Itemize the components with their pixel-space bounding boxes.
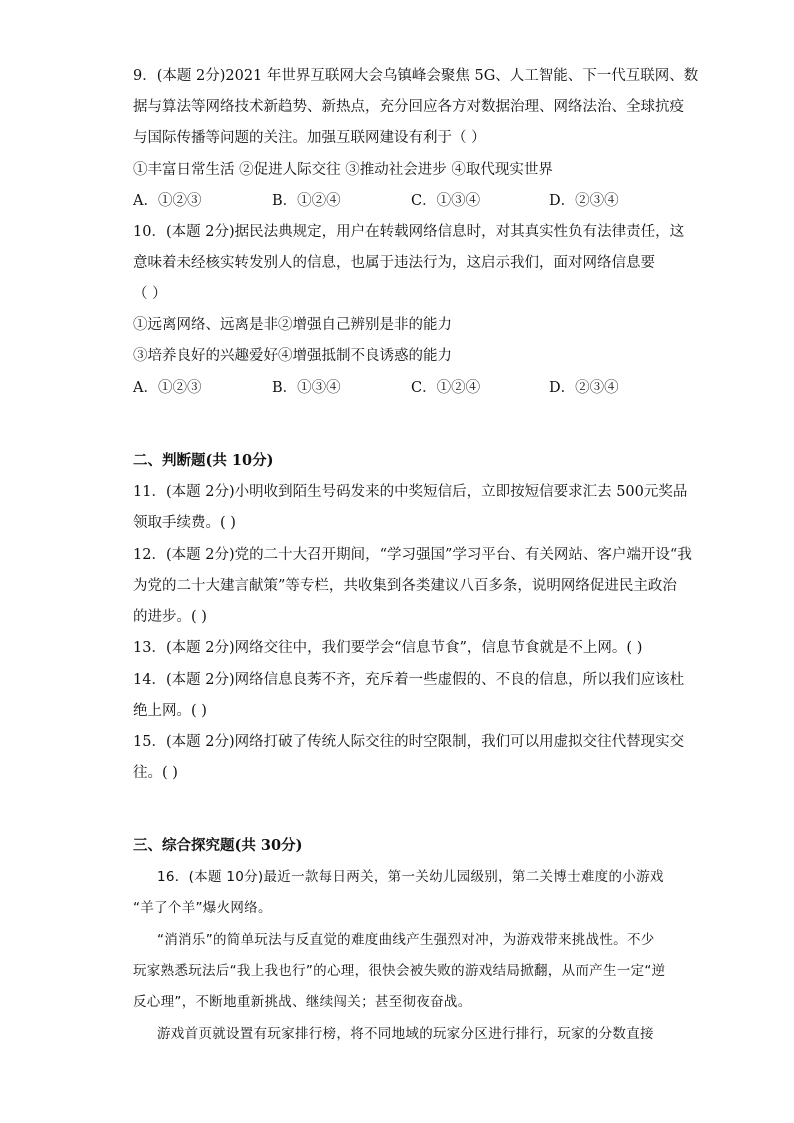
- q9-text-line-3: 与国际传播等问题的关注。加强互联网建设有利于（ ）: [133, 130, 486, 146]
- q12-line-1: 12．(本题 2分)党的二十大召开期间，“学习强国”学习平台、有关网站、客户端开设“我: [133, 547, 692, 563]
- q16-para3-line-1: 游戏首页就设置有玩家排行榜，将不同地域的玩家分区进行排行，玩家的分数直接: [157, 1026, 654, 1042]
- q9-option-b[interactable]: B．①②④: [272, 193, 341, 209]
- q9-option-c[interactable]: C．①③④: [411, 193, 481, 209]
- q16-line-2: “羊了个羊”爆火网络。: [133, 900, 272, 916]
- q9-option-d[interactable]: D．②③④: [549, 193, 619, 209]
- q10-option-b[interactable]: B．①③④: [272, 380, 341, 396]
- q10-statements-b: ③培养良好的兴趣爱好④增强抵制不良诱惑的能力: [133, 348, 452, 364]
- q10-text-line-1: 10．(本题 2分)据民法典规定，用户在转载网络信息时，对其真实性负有法律责任，这: [133, 224, 685, 240]
- q10-text-line-2: 意味着未经核实转发别人的信息，也属于违法行为，这启示我们，面对网络信息要: [133, 255, 655, 271]
- q13-line-1: 13．(本题 2分)网络交往中，我们要学会“信息节食”，信息节食就是不上网。( ): [133, 640, 643, 656]
- q10-statements-a: ①远离网络、远离是非②增强自己辨别是非的能力: [133, 317, 452, 333]
- q16-para2-line-1: “消消乐”的简单玩法与反直觉的难度曲线产生强烈对冲，为游戏带来挑战性。不少: [157, 932, 655, 948]
- q9-option-a[interactable]: A．①②③: [133, 193, 202, 209]
- section-2-heading: 二、判断题(共 10分): [133, 452, 274, 469]
- q11-line-2: 领取手续费。( ): [133, 515, 236, 531]
- q10-option-d[interactable]: D．②③④: [549, 380, 619, 396]
- q15-line-2: 往。( ): [133, 765, 178, 781]
- q9-text-line-2: 据与算法等网络技术新趋势、新热点，充分回应各方对数据治理、网络法治、全球抗疫: [133, 99, 684, 115]
- q12-line-3: 的进步。( ): [133, 609, 207, 625]
- q9-statements: ①丰富日常生活 ②促进人际交往 ③推动社会进步 ④取代现实世界: [133, 162, 553, 178]
- q10-text-line-3: （ ）: [133, 286, 167, 302]
- q14-line-1: 14．(本题 2分)网络信息良莠不齐，充斥着一些虚假的、不良的信息，所以我们应该杜: [133, 672, 685, 688]
- q14-line-2: 绝上网。( ): [133, 703, 207, 719]
- q15-line-1: 15．(本题 2分)网络打破了传统人际交往的时空限制，我们可以用虚拟交往代替现实交: [133, 734, 685, 750]
- q10-option-a[interactable]: A．①②③: [133, 380, 202, 396]
- q11-line-1: 11．(本题 2分)小明收到陌生号码发来的中奖短信后，立即按短信要求汇去 500元奖品: [133, 484, 688, 500]
- q10-option-c[interactable]: C．①②④: [411, 380, 481, 396]
- q16-line-1: 16．(本题 10分)最近一款每日两关，第一关幼儿园级别，第二关博士难度的小游戏: [157, 869, 664, 885]
- q16-para2-line-3: 反心理”，不断地重新挑战、继续闯关；甚至彻夜奋战。: [133, 994, 472, 1010]
- q12-line-2: 为党的二十大建言献策”等专栏，共收集到各类建议八百多条，说明网络促进民主政治: [133, 578, 677, 594]
- q16-para2-line-2: 玩家熟悉玩法后“我上我也行”的心理，很快会被失败的游戏结局掀翻，从而产生一定“逆: [133, 963, 666, 979]
- section-3-heading: 三、综合探究题(共 30分): [133, 837, 303, 854]
- q9-text-line-1: 9．(本题 2分)2021 年世界互联网大会乌镇峰会聚焦 5G、人工智能、下一代互联网、数: [133, 68, 699, 84]
